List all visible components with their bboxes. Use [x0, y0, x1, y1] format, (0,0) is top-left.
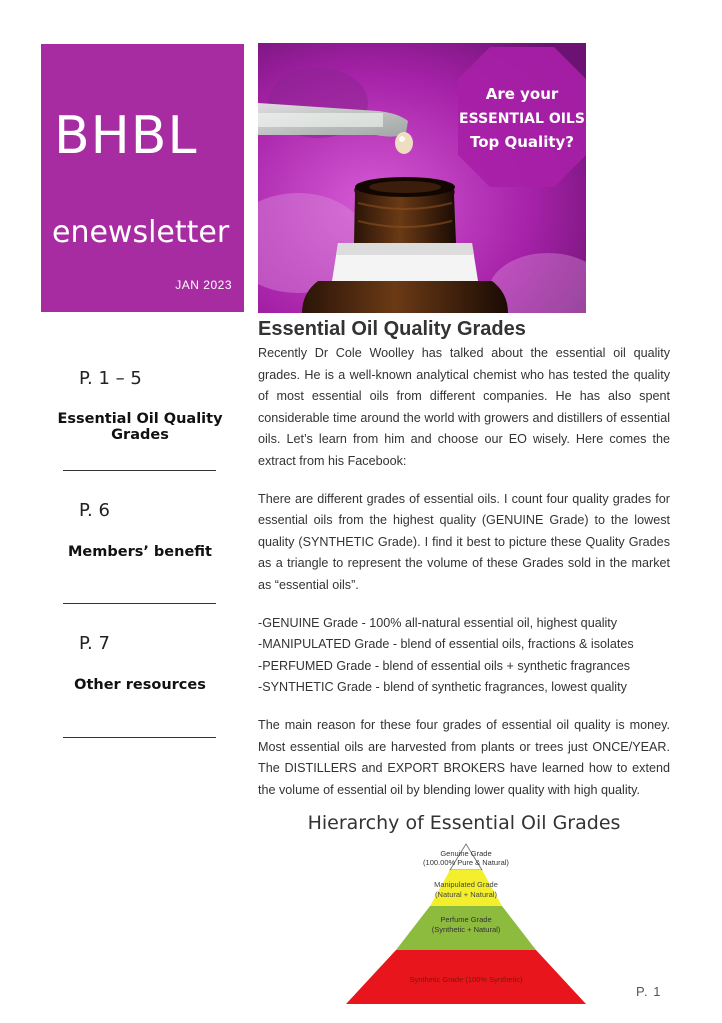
tier-label: Perfume Grade: [440, 915, 492, 924]
newsletter-subtitle: enewsletter: [52, 215, 230, 250]
toc-page-2: P. 6: [79, 500, 110, 521]
grade-list-item: -GENUINE Grade - 100% all-natural essential oil, highest quality: [258, 615, 618, 630]
toc-page-1: P. 1 – 5: [79, 368, 142, 389]
tier-label: (Synthetic + Natural): [431, 925, 501, 934]
masthead: [41, 44, 244, 312]
hero-line-1: Are your: [485, 85, 559, 103]
page-number: P. 1: [636, 984, 662, 999]
toc-divider: [63, 470, 216, 471]
article-paragraph: Recently Dr Cole Woolley has talked about the essential oil quality grades. He is a well-known analytical chemist who has tested the quality of most essential oils from different companies. He has also spent considerable time around the world with growers and distillers of essential oils. Let’s learn from him and choose our EO wisely. Here comes the extract from his Facebook:: [258, 346, 670, 468]
grade-pyramid-diagram: [340, 842, 592, 1007]
issue-date: JAN 2023: [175, 278, 232, 292]
toc-page-3: P. 7: [79, 633, 110, 654]
toc-divider: [63, 603, 216, 604]
toc-title-1[interactable]: Essential Oil Quality Grades: [57, 411, 223, 443]
toc-divider: [63, 737, 216, 738]
toc-title-3[interactable]: Other resources: [74, 677, 206, 693]
tier-label: (100.00% Pure & Natural): [423, 858, 509, 867]
article-paragraph: There are different grades of essential oils. I count four quality grades for essential oils from the highest quality (GENUINE Grade) to the lowest quality (SYNTHETIC Grade). I find it best to picture these Quality Grades as a triangle to represent the volume of these Grades sold in the market as “essential oils”.: [258, 491, 670, 592]
hero-line-2: ESSENTIAL OILS: [459, 111, 585, 127]
brand-title: BHBL: [54, 106, 198, 166]
grade-list: [258, 613, 670, 699]
essential-oil-bottle-illustration: [258, 43, 586, 313]
tier-label: Synthetic Grade (100% Synthetic): [409, 975, 523, 984]
tier-label: (Natural + Natural): [435, 890, 497, 899]
tier-label: Genuine Grade: [440, 849, 492, 858]
toc-title-2[interactable]: Members’ benefit: [68, 544, 212, 560]
pyramid-title: Hierarchy of Essential Oil Grades: [307, 812, 621, 834]
grade-list-item: -PERFUMED Grade - blend of essential oils + synthetic fragrances: [258, 658, 631, 673]
article-title: Essential Oil Quality Grades: [258, 318, 526, 340]
article-body: [258, 343, 670, 817]
grade-list-item: -MANIPULATED Grade - blend of essential oils, fractions & isolates: [258, 637, 634, 652]
article-paragraph: The main reason for these four grades of essential oil quality is money. Most essential oils are harvested from plants or trees just ONCE/YEAR. The DISTILLERS and EXPORT BROKERS have learned how to extend the volume of essential oil by blending lower quality with high quality.: [258, 717, 670, 797]
hero-image: [258, 43, 586, 313]
hero-line-3: Top Quality?: [470, 133, 574, 151]
grade-list-item: -SYNTHETIC Grade - blend of synthetic fragrances, lowest quality: [258, 680, 627, 695]
tier-label: Manipulated Grade: [434, 880, 498, 889]
